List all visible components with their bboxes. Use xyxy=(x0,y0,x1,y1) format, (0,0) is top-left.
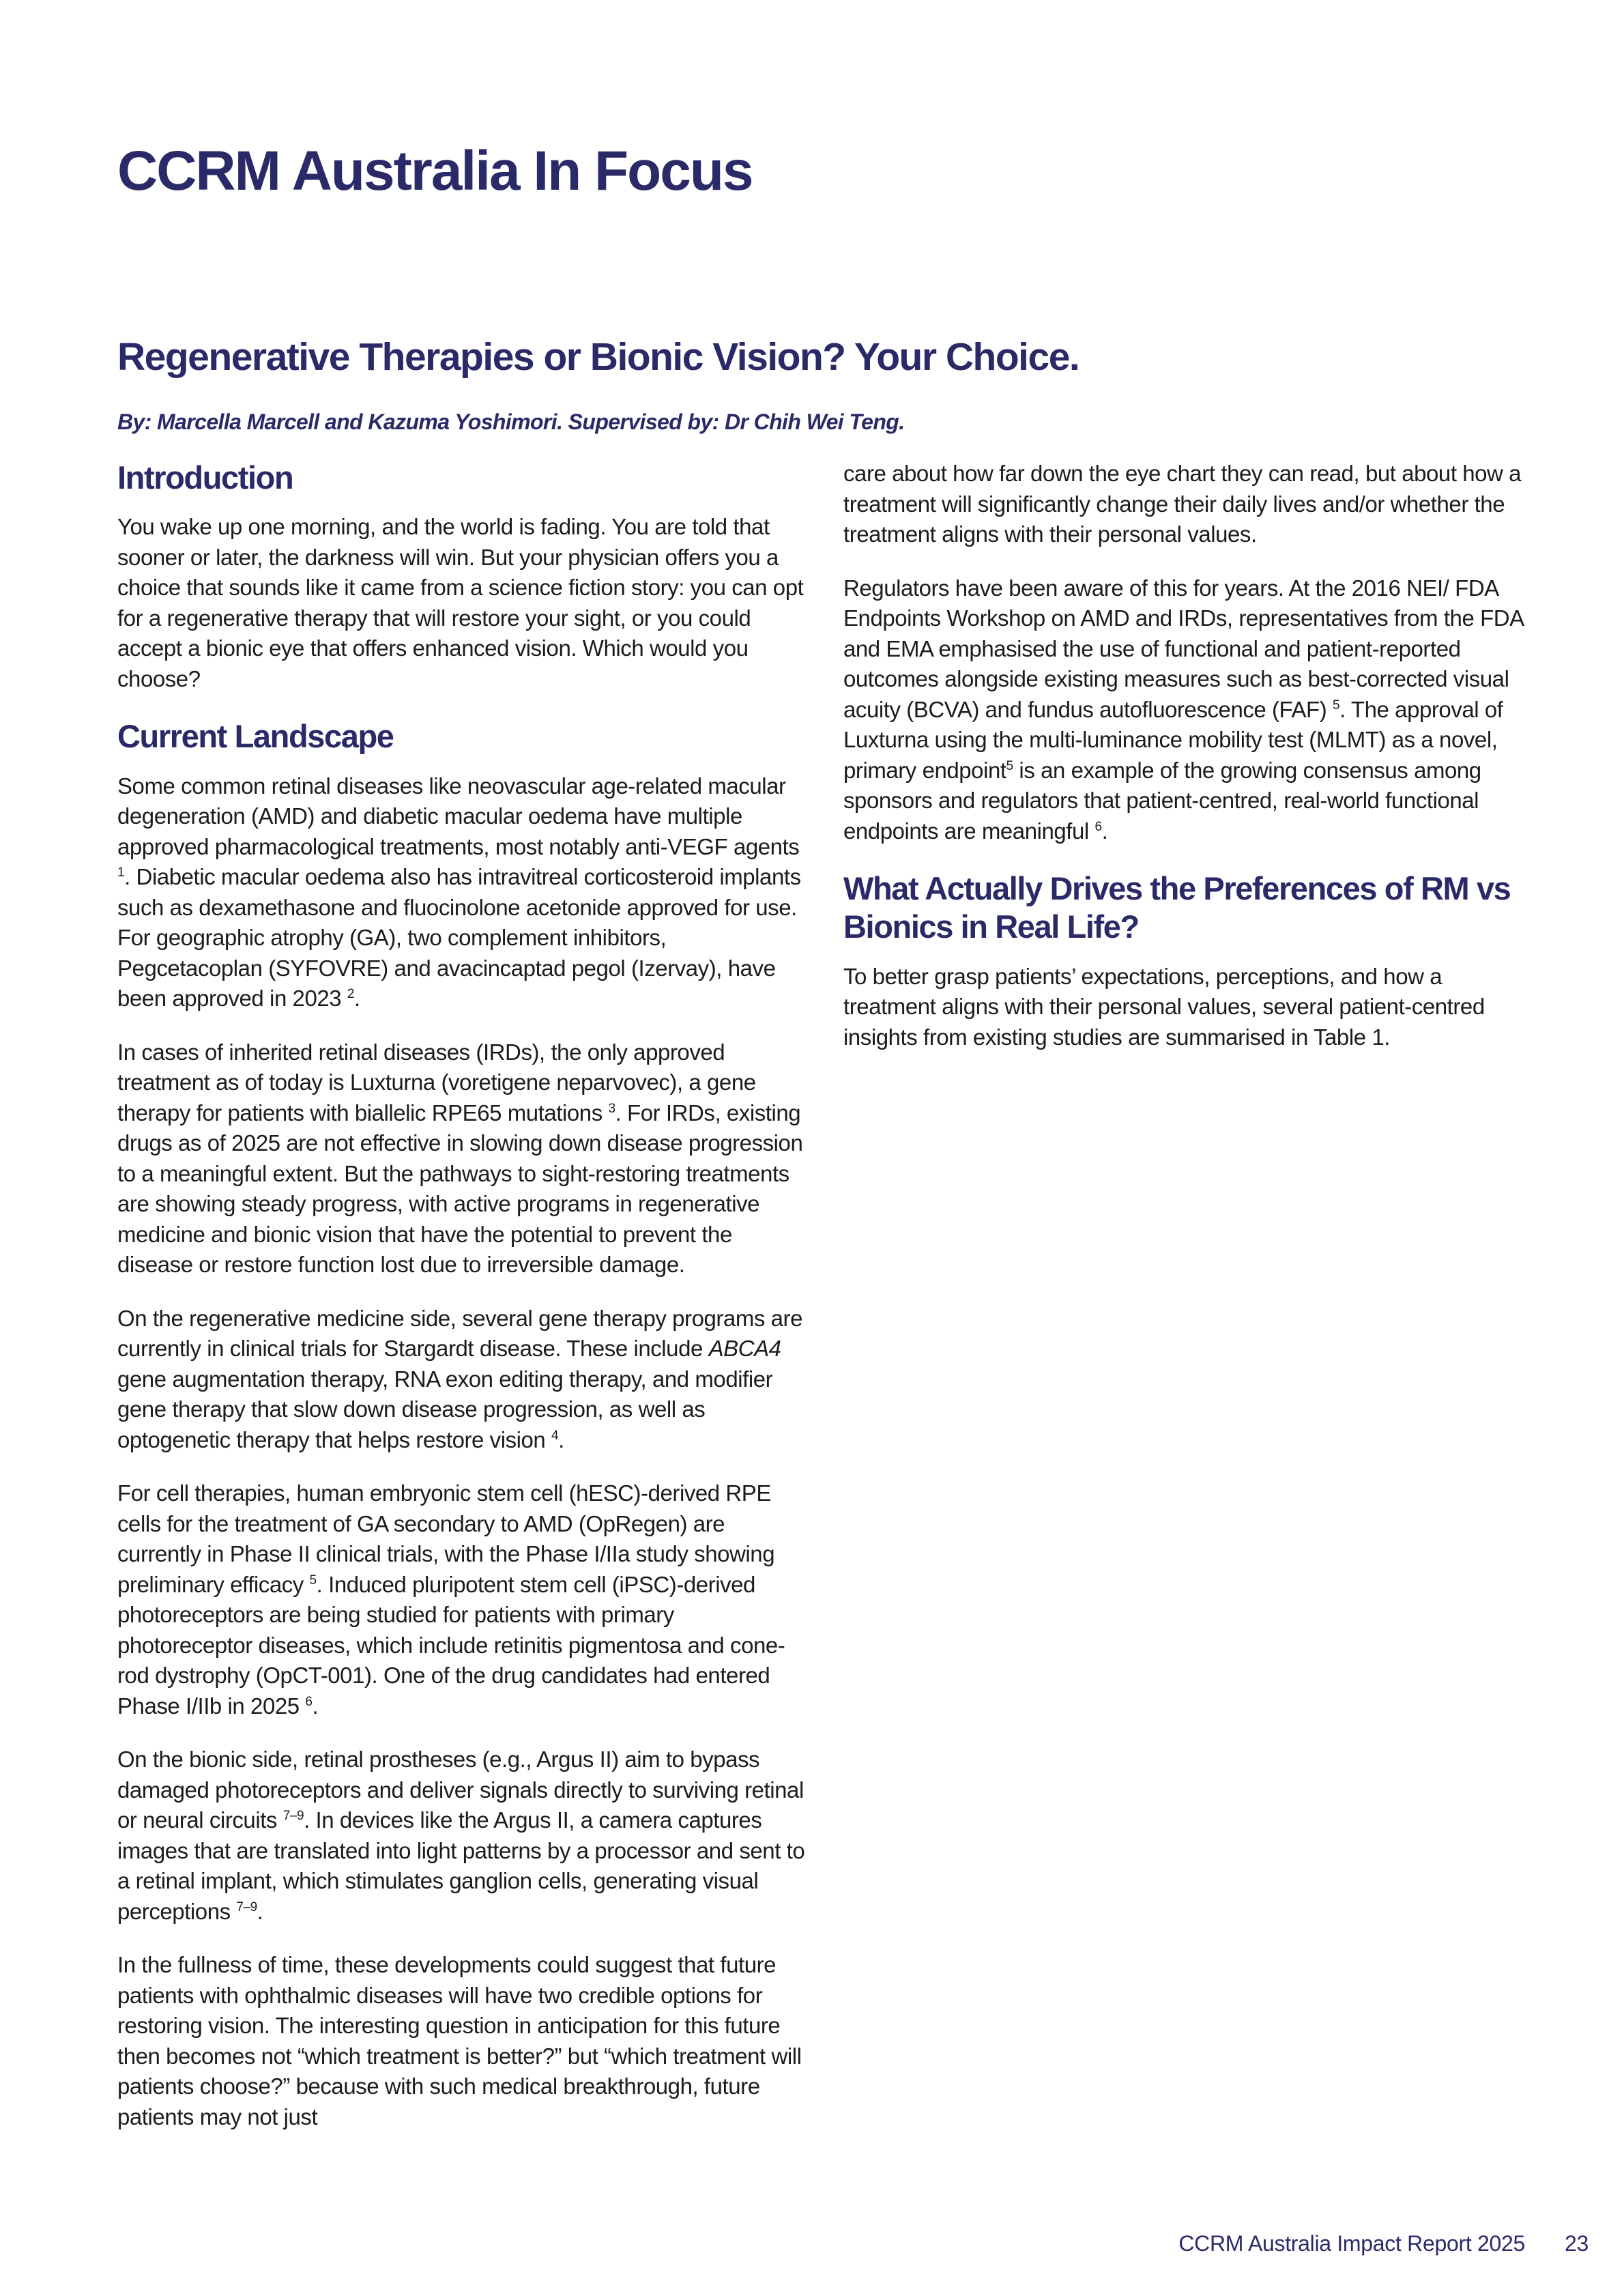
landscape-paragraph-7: care about how far down the eye chart they can read, but about how a treatment will significantly change their daily lives and/or whether the treatment aligns with their personal values. xyxy=(843,461,1522,547)
citation-ref: 5 xyxy=(1006,758,1013,773)
citation-ref: 1 xyxy=(117,865,125,880)
citation-ref: 2 xyxy=(347,987,355,1002)
introduction-paragraph: You wake up one morning, and the world is fading. You are told that sooner or later, the darkness will win. But your physician offers you a choice that sounds like it came from a science fiction story: you can opt for a regenerative therapy that will restore your sight, or you could accept a bionic eye that offers enhanced vision. Which would you choose? xyxy=(117,514,804,691)
introduction-section xyxy=(117,459,807,694)
page-footer xyxy=(1178,2231,1589,2256)
gene-name: ABCA4 xyxy=(708,1336,781,1362)
landscape-paragraph-5: On the bionic side, retinal prostheses (e.g., Argus II) aim to bypass damaged photoreceptors and deliver signals directly to surviving retinal or neural circuits $^{7-9}$. In devices like the Argus II, a camera captures images that are translated into light patterns by a processor and sent to a retinal implant, which stimulates ganglion cells, generating visual perceptions $^{7-9}$. xyxy=(117,1747,805,1924)
citation-ref: 5 xyxy=(1332,698,1340,713)
citation-ref: 3 xyxy=(608,1101,615,1116)
landscape-paragraph-8: Regulators have been aware of this for years. At the 2016 NEI/ FDA Endpoints Workshop on AMD and IRDs, representatives from the FDA and EMA emphasised the use of functional and patient-reported outcomes alongside existing measures such as best-corrected visual acuity (BCVA) and fundus autofluorescence (FAF) $^5$. The approval of Luxturna using the multi-luminance mobility test (MLMT) as a novel, primary endpoint$^5$ is an example of the growing consensus among sponsors and regulators that patient-centred, real-world functional endpoints are meaningful $^6$. xyxy=(843,575,1523,844)
drivers-section xyxy=(843,870,1526,1052)
article-byline: By: Marcella Marcell and Kazuma Yoshimori. Supervised by: Dr Chih Wei Teng. xyxy=(117,410,905,434)
landscape-paragraph-1: Some common retinal diseases like neovascular age-related macular degeneration (AMD) and diabetic macular oedema have multiple approved pharmacological treatments, most notably anti-VEGF agents $^1$. Diabetic macular oedema also has intravitreal corticosteroid implants such as dexamethasone and fluocinolone acetonide approved for use. For geographic atrophy (GA), two complement inhibitors, Pegcetacoplan (SYFOVRE) and avacincaptad pegol (Izervay), have been approved in 2023 $^2$. xyxy=(117,773,801,1011)
page-title: CCRM Australia In Focus xyxy=(117,140,753,202)
landscape-paragraph-3: On the regenerative medicine side, several gene therapy programs are currently in clinical trials for Stargardt disease. These include ABCA4 gene augmentation therapy, RNA exon editing therapy, and modifier gene therapy that slow down disease progression, as well as optogenetic therapy that helps restore vision $^4$. xyxy=(117,1305,802,1452)
landscape-paragraph-4: For cell therapies, human embryonic stem cell (hESC)-derived RPE cells for the treatment of GA secondary to AMD (OpRegen) are currently in Phase II clinical trials, with the Phase I/IIa study showing preliminary efficacy $^5$. Induced pluripotent stem cell (iPSC)-derived photoreceptors are being studied for patients with primary photoreceptor diseases, which include retinitis pigmentosa and cone-rod dystrophy (OpCT-001). One of the drug candidates had entered Phase I/IIb in 2025 $^6$. xyxy=(117,1480,785,1719)
current-landscape-heading: Current Landscape xyxy=(117,718,394,755)
drivers-paragraph: To better grasp patients’ expectations, perceptions, and how a treatment aligns with their personal values, several patient-centred insights from existing studies are summarised in Table 1. xyxy=(843,963,1485,1050)
page-number: 23 xyxy=(1565,2231,1589,2256)
landscape-paragraph-2: In cases of inherited retinal diseases (IRDs), the only approved treatment as of today is Luxturna (voretigene neparvovec), a gene therapy for patients with biallelic RPE65 mutations $^3$. For IRDs, existing drugs as of 2025 are not effective in slowing down disease progression to a meaningful extent. But the pathways to sight-restoring treatments are showing steady progress, with active programs in regenerative medicine and bionic vision that have the potential to prevent the disease or restore function lost due to irreversible damage. xyxy=(117,1039,803,1278)
citation-ref: 7–9 xyxy=(236,1899,257,1914)
citation-ref: 7–9 xyxy=(282,1809,304,1824)
left-column xyxy=(117,456,807,2155)
landscape-paragraph-6: In the fullness of time, these developments could suggest that future patients with ophthalmic diseases will have two credible options for restoring vision. The interesting question in anticipation for this future then becomes not “which treatment is better?” but “which treatment will patients choose?” because with such medical breakthrough, future patients may not just xyxy=(117,1952,802,2129)
article-title: Regenerative Therapies or Bionic Vision? Your Choice. xyxy=(117,335,1079,379)
citation-ref: 4 xyxy=(551,1428,559,1443)
drivers-heading: What Actually Drives the Preferences of RM vs Bionics in Real Life? xyxy=(843,870,1511,945)
footer-report-name: CCRM Australia Impact Report 2025 xyxy=(1178,2231,1525,2256)
citation-ref: 6 xyxy=(1094,819,1102,834)
citation-ref: 5 xyxy=(309,1573,317,1588)
current-landscape-section xyxy=(117,717,807,2132)
right-column xyxy=(843,459,1526,1076)
citation-ref: 6 xyxy=(305,1694,313,1709)
introduction-heading: Introduction xyxy=(117,459,293,496)
